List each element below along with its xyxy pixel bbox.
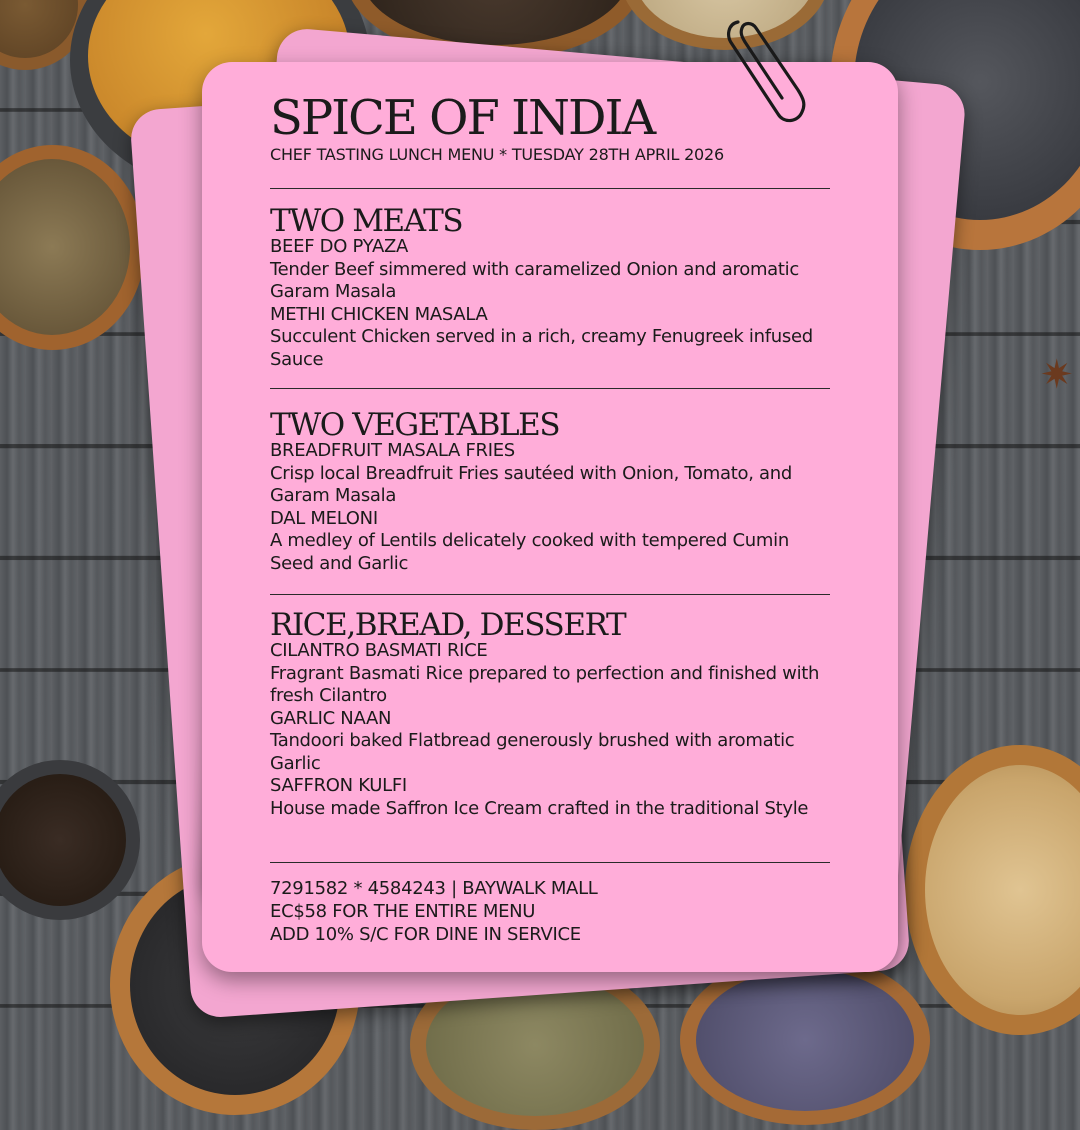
- dish-description: Fragrant Basmati Rice prepared to perfection and finished with fresh Cilantro: [270, 662, 820, 706]
- dish-description: Tender Beef simmered with caramelized Onion and aromatic Garam Masala: [270, 258, 799, 302]
- menu-title: SPICE OF INDIA: [270, 90, 655, 146]
- contact-location: 7291582 * 4584243 | BAYWALK MALL: [270, 878, 598, 899]
- spice-bowl: [0, 145, 145, 350]
- paperclip-icon: [720, 14, 810, 129]
- dish-description: Crisp local Breadfruit Fries sautéed with Onion, Tomato, and Garam Masala: [270, 462, 793, 506]
- menu-card: [202, 62, 898, 972]
- section-title: TWO MEATS: [270, 203, 463, 239]
- dish-description: Tandoori baked Flatbread generously brushed with aromatic Garlic: [270, 730, 795, 774]
- dish-description: A medley of Lentils delicately cooked with tempered Cumin Seed and Garlic: [270, 530, 789, 574]
- menu-section-vegetables: [270, 407, 830, 575]
- service-charge-note: ADD 10% S/C FOR DINE IN SERVICE: [270, 924, 581, 945]
- dish-description: House made Saffron Ice Cream crafted in the traditional Style: [270, 797, 809, 819]
- divider: [270, 594, 830, 595]
- divider: [270, 862, 830, 863]
- menu-price: EC$58 FOR THE ENTIRE MENU: [270, 901, 536, 922]
- section-title: TWO VEGETABLES: [270, 407, 560, 443]
- dish-description: Succulent Chicken served in a rich, creamy Fenugreek infused Sauce: [270, 326, 813, 370]
- section-title: RICE,BREAD, DESSERT: [270, 607, 626, 643]
- dish-name: BREADFRUIT MASALA FRIES: [270, 440, 515, 461]
- dish-name: SAFFRON KULFI: [270, 775, 407, 796]
- dish-name: BEEF DO PYAZA: [270, 236, 409, 257]
- star-anise: ✷: [1040, 352, 1074, 398]
- menu-section-rice-bread-dessert: [270, 607, 830, 820]
- menu-section-meats: [270, 203, 830, 371]
- divider: [270, 388, 830, 389]
- dish-name: METHI CHICKEN MASALA: [270, 303, 488, 325]
- dish-name: DAL MELONI: [270, 507, 378, 529]
- menu-subtitle: CHEF TASTING LUNCH MENU * TUESDAY 28TH APRIL 2026: [270, 145, 724, 164]
- menu-footer: [270, 877, 598, 946]
- dish-name: GARLIC NAAN: [270, 707, 392, 729]
- spice-bowl: [905, 745, 1080, 1035]
- divider: [270, 188, 830, 189]
- dish-name: CILANTRO BASMATI RICE: [270, 640, 488, 661]
- spice-bowl: [0, 760, 140, 920]
